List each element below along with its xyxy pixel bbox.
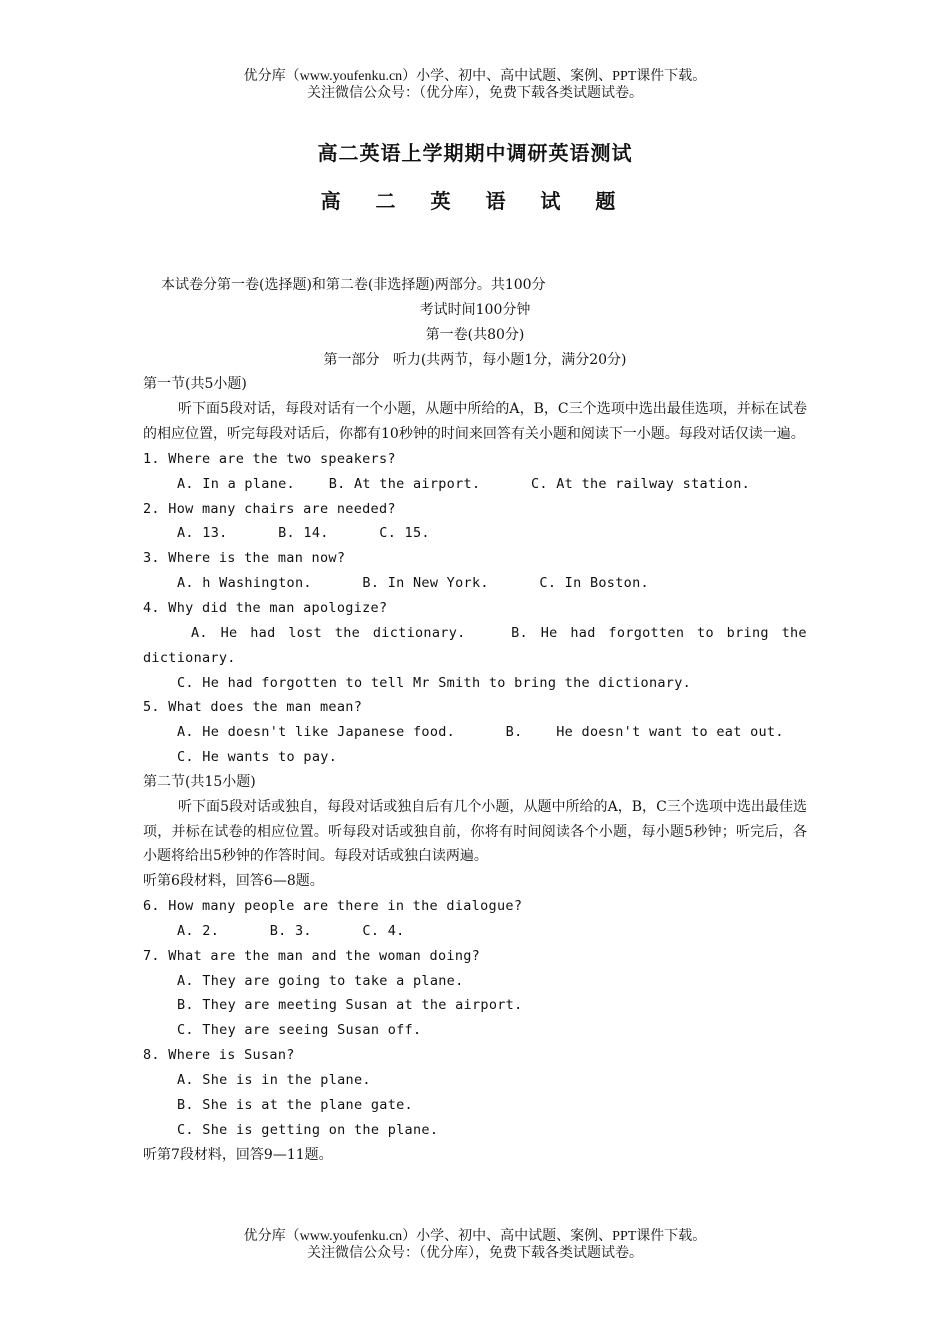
section1-instructions: 听下面5段对话，每段对话有一个小题，从题中所给的A，B，C三个选项中选出最佳选项，并标在试卷的相应位置，听完每段对话后，你都有10秒钟的时间来回答有关小题和阅读下一小题。每段对话仅读一遍。 — [143, 401, 807, 443]
q8-option-b: B. She is at the plane gate. — [177, 1096, 413, 1113]
page-header — [0, 68, 950, 102]
q4-word: He — [220, 624, 238, 641]
q4-word: B. — [511, 624, 528, 641]
q3-options: A. h Washington. B. In New York. C. In Boston. — [177, 575, 649, 592]
material-6-note: 听第6段材料，回答6—8题。 — [143, 873, 324, 890]
q2-options: A. 13. B. 14. C. 15. — [177, 525, 430, 542]
exam-subtitle: 高 二 英 语 试 题 — [320, 189, 630, 213]
q4-word: had — [570, 624, 596, 641]
q4-options-ab — [143, 621, 807, 646]
section2-instructions: 听下面5段对话或独自，每段对话或独自后有几个小题，从题中所给的A，B，C三个选项中选出最佳选项，并标在试卷的相应位置。听每段对话或独自前，你将有时间阅读各个小题，每小题5秒钟；听完后，各小题将给出5秒钟的作答时间。每段对话或独白读两遍。 — [143, 798, 807, 865]
q7-option-c: C. They are seeing Susan off. — [177, 1022, 422, 1039]
q4-word: dictionary. — [372, 624, 466, 641]
footer-line-1: 优分库（www.youfenku.cn）小学、初中、高中试题、案例、PPT课件下载。 — [243, 1229, 707, 1244]
q6-options: A. 2. B. 3. C. 4. — [177, 922, 405, 939]
q4-word: to — [697, 624, 714, 641]
intro-line-2: 考试时间100分钟 — [419, 301, 531, 318]
intro-line-3: 第一卷(共80分) — [425, 326, 525, 343]
exam-body — [143, 273, 807, 1167]
footer-line-2: 关注微信公众号：（优分库），免费下载各类试题试卷。 — [307, 1246, 643, 1261]
q5-stem: 5. What does the man mean? — [143, 699, 363, 716]
q4-word: the — [334, 624, 361, 641]
intro-line-1: 本试卷分第一卷(选择题)和第二卷(非选择题)两部分。共100分 — [161, 277, 546, 293]
section1-heading: 第一节(共5小题) — [143, 376, 247, 393]
q4-word: the — [781, 624, 807, 641]
q4-word: He — [540, 624, 558, 641]
intro-line-4: 第一部分 听力(共两节，每小题1分，满分20分) — [323, 351, 627, 368]
material-7-note: 听第7段材料，回答9—11题。 — [143, 1146, 333, 1163]
q4-word: bring — [726, 624, 769, 641]
q4-word: A. — [191, 624, 208, 641]
q7-stem: 7. What are the man and the woman doing? — [143, 947, 481, 964]
q1-options: A. In a plane. B. At the airport. C. At the railway station. — [177, 475, 751, 492]
q5-options-ab: A. He doesn't like Japanese food. B. He doesn't want to eat out. — [177, 724, 784, 741]
q1-stem: 1. Where are the two speakers? — [143, 450, 396, 467]
page-footer — [0, 1228, 950, 1262]
q8-option-a: A. She is in the plane. — [177, 1072, 371, 1088]
q6-stem: 6. How many people are there in the dialogue? — [143, 898, 523, 915]
q4-stem: 4. Why did the man apologize? — [143, 599, 388, 616]
q8-stem: 8. Where is Susan? — [143, 1047, 295, 1064]
q8-option-c: C. She is getting on the plane. — [177, 1121, 439, 1138]
section2-heading: 第二节(共15小题) — [143, 773, 256, 790]
q4-word: lost — [288, 624, 323, 641]
exam-title: 高二英语上学期期中调研英语测试 — [317, 141, 633, 165]
q7-option-b: B. They are meeting Susan at the airport. — [177, 997, 523, 1014]
header-line-1: 优分库（www.youfenku.cn）小学、初中、高中试题、案例、PPT课件下载。 — [243, 69, 707, 84]
q7-option-a: A. They are going to take a plane. — [177, 972, 464, 989]
q4-option-c: C. He had forgotten to tell Mr Smith to bring the dictionary. — [177, 674, 692, 691]
q2-stem: 2. How many chairs are needed? — [143, 500, 396, 517]
header-line-2: 关注微信公众号：（优分库），免费下载各类试题试卷。 — [307, 86, 643, 101]
q3-stem: 3. Where is the man now? — [143, 550, 346, 567]
q4-option-b-continued: dictionary. — [143, 649, 236, 666]
q5-option-c: C. He wants to pay. — [177, 749, 338, 766]
q4-word: had — [250, 624, 276, 641]
q4-word: forgotten — [608, 624, 685, 641]
